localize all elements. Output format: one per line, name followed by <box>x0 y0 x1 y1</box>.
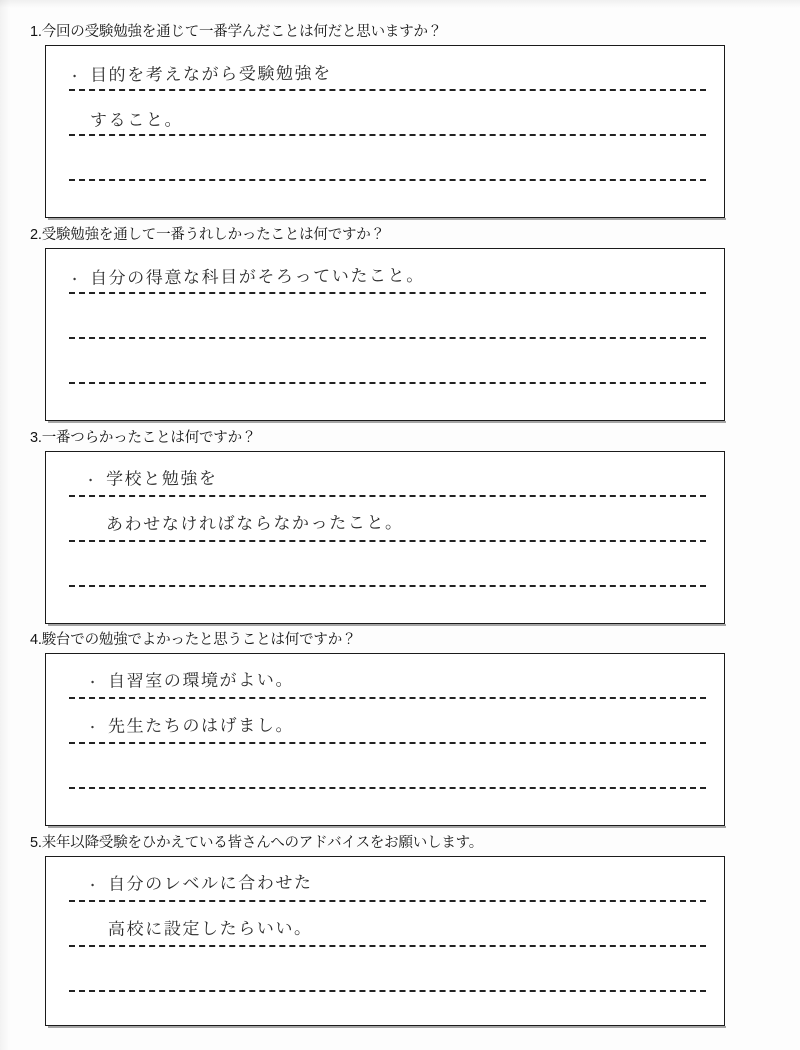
scan-edge-shadow-left <box>0 0 10 1050</box>
question-label-5: 5.来年以降受験をひかえている皆さんへのアドバイスをお願いします。 <box>30 835 484 851</box>
handwriting-bullet: ・ <box>67 272 82 288</box>
answer-rule <box>69 382 706 384</box>
handwritten-answer-line <box>68 102 724 131</box>
answer-rule <box>69 945 706 947</box>
answer-rule <box>69 179 706 181</box>
question-label-3: 3.一番つらかったことは何ですか？ <box>30 430 257 446</box>
answer-rule <box>69 292 706 294</box>
answer-box-5[interactable] <box>45 856 725 1026</box>
handwriting-bullet: ・ <box>67 69 82 85</box>
handwriting-bullet: ・ <box>85 720 100 736</box>
answer-box-2[interactable] <box>45 248 725 421</box>
handwriting-text: 目的を考えながら受験勉強を <box>89 63 332 86</box>
handwritten-answer-line <box>86 661 724 692</box>
handwriting-text: 高校に設定したらいい。 <box>107 918 313 940</box>
handwriting-text: 学校と勉強を <box>105 468 218 490</box>
question-label-1: 1.今回の受験勉強を通じて一番学んだことは何だと思いますか？ <box>30 24 443 40</box>
answer-rule <box>69 900 706 902</box>
answer-rule <box>69 742 706 744</box>
handwritten-answer-line <box>86 708 724 737</box>
question-label-2: 2.受験勉強を通して一番うれしかったことは何ですか？ <box>30 227 385 243</box>
handwriting-bullet: ・ <box>85 878 100 894</box>
handwritten-answer-line <box>68 55 724 86</box>
handwritten-answer-line <box>84 506 724 535</box>
handwritten-answer-line <box>86 864 724 895</box>
handwriting-text: 自分の得意な科目がそろっていたこと。 <box>89 265 425 289</box>
answer-rule <box>69 787 706 789</box>
answer-rule <box>69 585 706 587</box>
handwriting-text: すること。 <box>89 110 184 131</box>
handwriting-bullet: ・ <box>85 675 100 691</box>
handwritten-answer-line <box>84 459 724 490</box>
handwritten-answer-line <box>68 258 724 289</box>
handwriting-bullet: ・ <box>83 473 98 489</box>
answer-rule <box>69 89 706 91</box>
scan-edge-shadow-top <box>0 0 800 8</box>
answer-box-3[interactable] <box>45 451 725 624</box>
answer-rule <box>69 134 706 136</box>
answer-rule <box>69 697 706 699</box>
answer-box-4[interactable] <box>45 653 725 826</box>
handwriting-text: 自分のレベルに合わせた <box>107 873 313 895</box>
answer-rule <box>69 990 706 992</box>
answer-rule <box>69 495 706 497</box>
handwriting-text: 自習室の環境がよい。 <box>107 670 295 692</box>
handwriting-text: あわせなければならなかったこと。 <box>105 513 404 535</box>
answer-box-1[interactable] <box>45 45 725 218</box>
handwritten-answer-line <box>86 911 724 940</box>
answer-rule <box>69 540 706 542</box>
answer-rule <box>69 337 706 339</box>
handwriting-text: 先生たちのはげまし。 <box>107 715 295 737</box>
question-label-4: 4.駿台での勉強でよかったと思うことは何ですか？ <box>30 632 357 648</box>
